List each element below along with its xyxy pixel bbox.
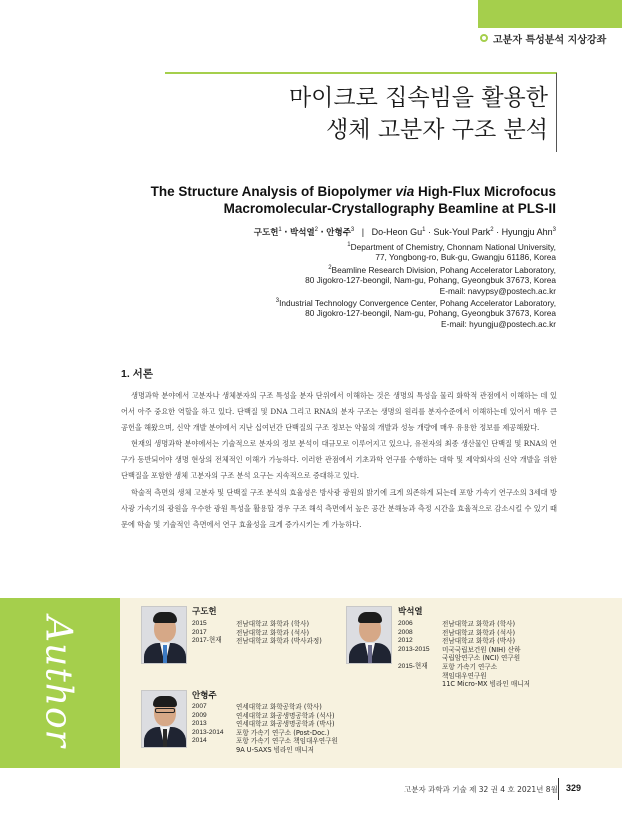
author-separator: | [361, 227, 365, 237]
intro-paragraph-3: 학술적 측면의 생체 고분자 및 단백질 구조 분석의 효율성은 방사광 광원의 밝기에 크게 의존하게 되는데 포항 가속기 연구소의 3세대 방사광 가속기의 광원을 우수한 광원 특성을 활용할 경우 구조 해석 측면에서 높은 공간 분해능과 측정 시간을 효율적으로 감소시킬 수 있기 때문에 학술 및 기술적인 측면에서 연구 효율성을 크게 증가시키는 게 가능하다. [121, 487, 557, 529]
author-photo-3 [141, 690, 187, 748]
author-name-1: 구도헌 [192, 607, 217, 617]
page-number: 329 [566, 783, 582, 793]
section-label [478, 28, 622, 48]
intro-paragraph-2: 현재의 생명과학 분야에서는 기술적으로 분자의 정보 분석이 대규모로 이루어지고 있으나, 유전자의 최종 생산물인 단백질 및 RNA의 연구가 동반되어야 생명 현상의 전체적인 이해가 가능하다. 이러한 관점에서 기초과학 연구를 수행하는 대학 및 제약회사의 신약 개발을 위한 단백질을 포함한 생체 고분자의 구조 분석 요구는 지속적으로 증대하고 있다. [121, 439, 557, 481]
affiliation-3: $^3$Industrial Technology Convergence Center, Pohang Accelerator Laboratory, 80 Jigokro-127-beongil, Nam-gu, Pohang, Gyeongbuk 37673, Korea E-mail: hyungju@postech.ac.kr [275, 297, 556, 329]
intro-body [121, 388, 557, 533]
korean-title-line1: 마이크로 집속빔을 활용한 [288, 85, 548, 111]
author-career-3: 2007 연세대학교 화학공학과 (학사) 2009 연세대학교 화공생명공학과 (석사) 2013 연세대학교 화공생명공학과 (박사) 2013-2014 포항 가속기 연구소 (Post-Doc.) 2014 포항 가속기 연구소 책임대우연구원 9A U-SAXS 빔라인 매니저 [192, 703, 338, 754]
korean-title-line2: 생체 고분자 구조 분석 [326, 117, 548, 143]
footer-divider [558, 778, 559, 800]
affiliation-1: $^1$Department of Chemistry, Chonnam National University, 77, Yongbong-ro, Buk-gu, Gwangju 61186, Korea [347, 241, 556, 263]
email-2: E-mail: navypsy@postech.ac.kr [439, 285, 556, 296]
affiliation-2: $^2$Beamline Research Division, Pohang Accelerator Laboratory, 80 Jigokro-127-beongil, Nam-gu, Pohang, Gyeongbuk 37673, Korea E-mail: navypsy@postech.ac.kr [276, 263, 556, 296]
journal-footer: 고분자 과학과 기술 제 32 권 4 호 2021년 8월 [404, 785, 558, 794]
author-en-1: Do-Heon Gu [371, 227, 423, 237]
title-accent-line [165, 72, 557, 74]
circle-bullet-icon [480, 34, 488, 42]
intro-paragraph-1: 생명과학 분야에서 고분자나 생체분자의 구조 특성을 분자 단위에서 이해하는 것은 생명의 특성을 물리 화학적 관점에서 이해하는 데 있어서 아주 중요한 역할을 하고 있다. 단백질 및 DNA 그리고 RNA의 분자 구조는 생명의 원리를 분자수준에서 이해하는데 있어서 매우 큰 공헌을 해왔으며, 신약 개발 분야에서 지난 십여년간 단백질의 구조 정보는 약물의 개발과 성능 개량에 매우 유용한 정보를 제공해왔다. [121, 391, 557, 433]
title-divider [556, 73, 557, 152]
author-photo-2 [346, 606, 392, 664]
intro-heading: 1. 서론 [121, 368, 153, 380]
author-name-2: 박석열 [398, 607, 423, 617]
author-name-3: 안형주 [192, 691, 217, 701]
author-ko-1: 구도헌 [253, 228, 279, 238]
author-career-1: 2015 전남대학교 화학과 (학사) 2017 전남대학교 화학과 (석사) 2017-현재 전남대학교 화학과 (박사과정) [192, 620, 322, 646]
email-3: E-mail: hyungju@postech.ac.kr [441, 318, 556, 329]
english-title [151, 183, 556, 217]
author-ko-3: 안형주 [326, 228, 351, 238]
affiliations [276, 240, 556, 329]
author-career-2: 2006 전남대학교 화학과 (학사) 2008 전남대학교 화학과 (석사) 2012 전남대학교 화학과 (박사) 2013-2015 미국국립보건원 (NIH) 산하 국립암연구소 (NCI) 연구원 2015-현재 포항 가속기 연구소 책임대우연구원 11C Micro-MX 빔라인 매니저 [398, 620, 530, 689]
section-title: 고분자 특성분석 지상강좌 [493, 34, 607, 46]
author-ko-2: 박석열 [290, 228, 315, 238]
header-tab [478, 0, 622, 28]
english-title-line2: Macromolecular-Crystallography Beamline at PLS-II [223, 201, 556, 216]
author-line: 구도헌$^1$ · 박석열$^2$ · 안형주$^3$ | Do-Heon Gu$^1$ · Suk-Youl Park$^2$ · Hyungju Ahn$^3$ [253, 227, 556, 238]
author-photo-1 [141, 606, 187, 664]
author-label: Author [37, 616, 79, 748]
author-en-3: Hyungju Ahn [501, 227, 553, 237]
author-en-2: Suk-Youl Park [433, 227, 491, 237]
english-title-line1: The Structure Analysis of Biopolymer via High-Flux Microfocus [150, 184, 556, 199]
korean-title [289, 82, 548, 146]
